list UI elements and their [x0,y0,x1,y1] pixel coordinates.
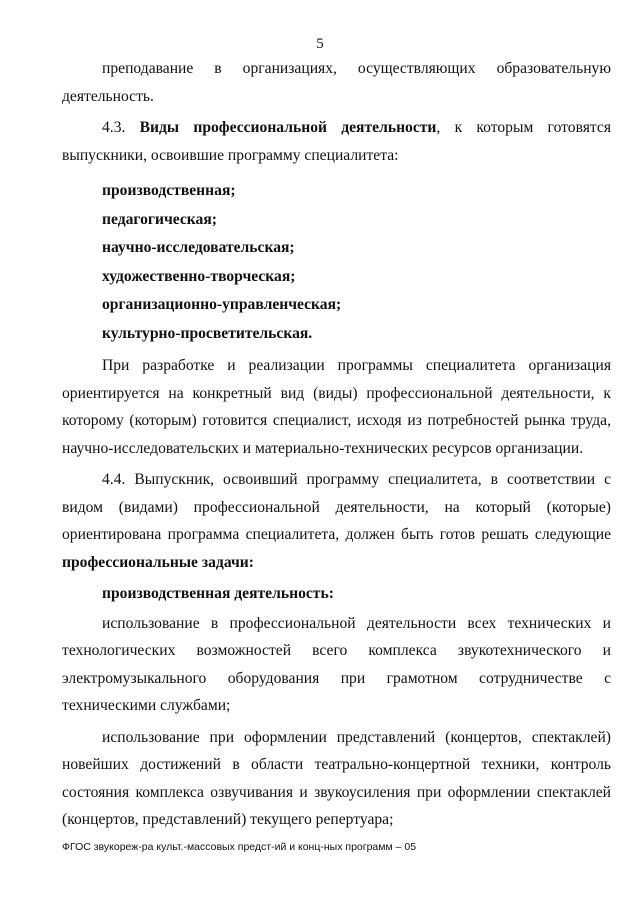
paragraph-activity-types [62,114,611,169]
page-number: 5 [316,36,324,52]
activity-item: научно-исследовательская; [102,239,295,256]
activity-item: производственная; [102,182,236,199]
task-item: использование при оформлении представлений (концертов, спектаклей) новейших достижений в области театрально-концертной техники, контроль состояния комплекса озвучивания и звукоусиления при оформлении спектаклей (концертов, представлений) текущего репертуара; [62,728,611,828]
activity-item: организационно-управленческая; [102,296,342,313]
footer: ФГОС звукореж-ра культ.-массовых предст-ий и конц-ных программ – 05 [62,841,417,853]
paragraph-orientation: При разработке и реализации программы специалитета организация ориентируется на конкретный вид (виды) профессиональной деятельности, к которому (которым) готовится специалист, исходя из потребностей рынка труда, научно-исследовательских и материально-технических ресурсов организации. [62,357,611,457]
paragraph-graduate-tasks [62,466,611,576]
activity-list [62,177,611,348]
activity-item: художественно-творческая; [102,267,296,285]
section-number: 4.3. [102,119,126,136]
paragraph-teaching: преподавание в организациях, осуществляющих образовательную деятельность. [62,60,611,105]
production-activity-heading: производственная деятельность: [102,585,334,602]
activity-types-heading: Виды профессиональной деятельности [139,119,437,136]
activity-item: культурно-просветительская. [102,324,313,342]
task-item: использование в профессиональной деятельности всех технических и технологических возможностей всего комплекса звукотехнического и электромузыкального оборудования при грамотном сотрудничестве с техническими службами; [62,614,611,714]
graduate-tasks-text: 4.4. Выпускник, освоивший программу специалитета, в соответствии с видом (видами) профессиональной деятельности, на который (которые) ориентирована программа специалитета, должен быть готов решать следующие [62,471,611,543]
activity-item: педагогическая; [102,210,217,228]
document-body [62,55,611,834]
activity-types-rest: , к которым готовятся выпускники, освоившие программу специалитета: [62,119,611,164]
professional-tasks-label: профессиональные задачи: [62,553,254,571]
